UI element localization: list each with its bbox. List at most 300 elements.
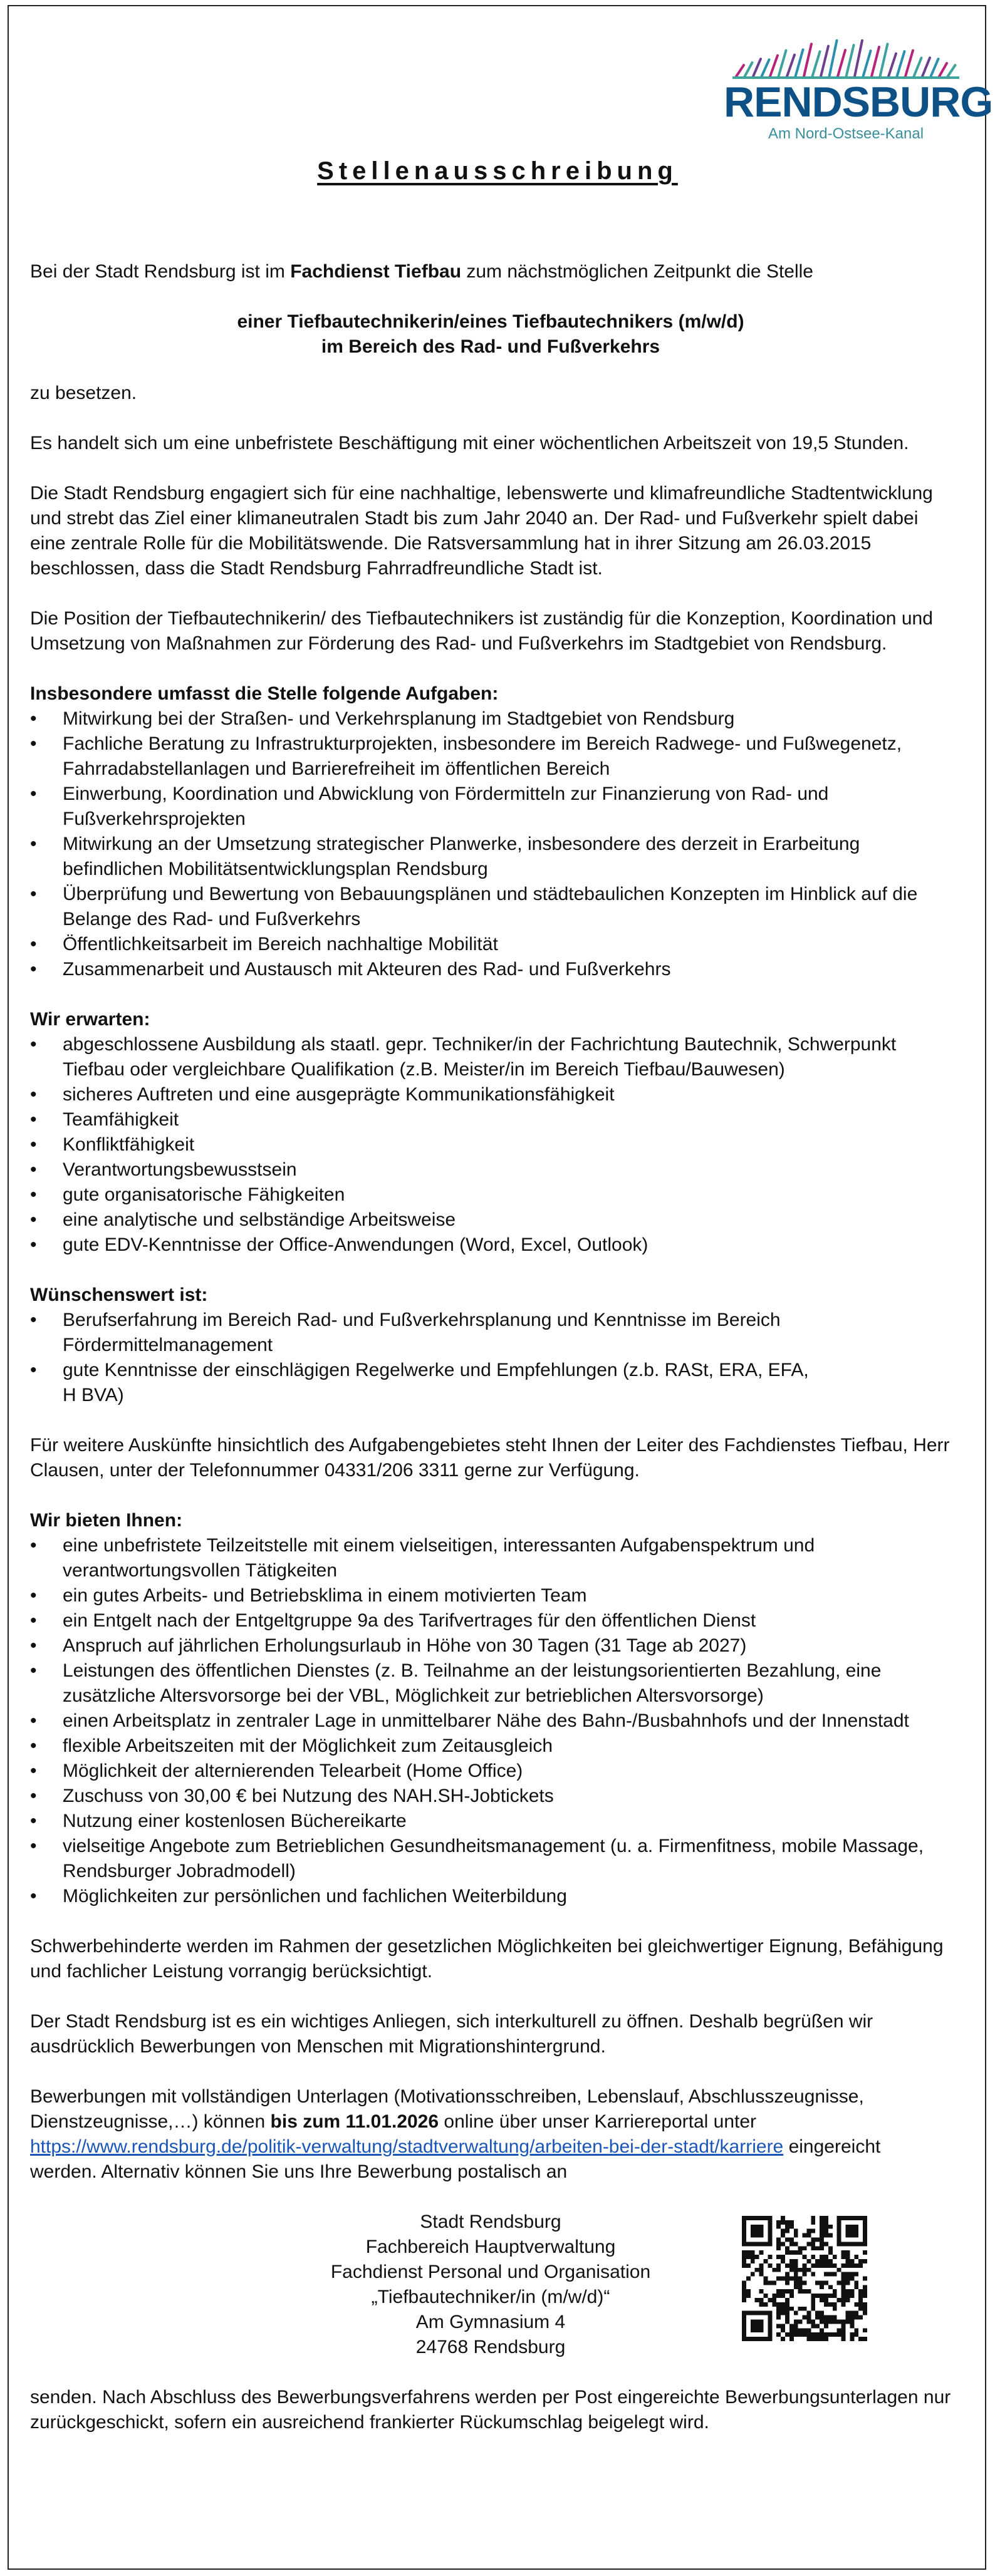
bridge-strut xyxy=(939,63,947,76)
qr-module xyxy=(846,2320,850,2324)
qr-module xyxy=(742,2233,746,2238)
qr-module xyxy=(789,2332,794,2337)
qr-module xyxy=(837,2332,841,2337)
qr-module xyxy=(798,2285,803,2289)
qr-module xyxy=(803,2289,807,2294)
bridge-strut xyxy=(872,47,879,76)
qr-module xyxy=(781,2259,785,2263)
qr-module xyxy=(846,2280,850,2285)
list-item: • gute organisatorische Fähigkeiten xyxy=(63,1182,951,1208)
qr-module xyxy=(746,2255,751,2259)
desired-item-line: H BVA) xyxy=(63,1385,124,1405)
qr-module xyxy=(863,2259,867,2263)
qr-module xyxy=(846,2277,850,2281)
qr-module xyxy=(785,2246,789,2250)
qr-module xyxy=(854,2315,858,2320)
address-line: „Tiefbautechniker/in (m/w/d)“ xyxy=(371,2287,610,2307)
qr-module xyxy=(815,2294,820,2298)
qr-module xyxy=(863,2277,867,2281)
qr-module xyxy=(768,2280,772,2285)
qr-module xyxy=(794,2332,798,2337)
qr-module xyxy=(820,2259,824,2263)
qr-module xyxy=(751,2324,755,2328)
bridge-strut xyxy=(863,51,871,76)
qr-module xyxy=(811,2337,815,2341)
qr-module xyxy=(846,2259,850,2263)
paragraph-employment: Es handelt sich um eine unbefristete Beschäftigung mit einer wöchentlichen Arbeitszeit von 19,5 Stunden. xyxy=(30,433,909,453)
qr-module xyxy=(854,2285,858,2289)
department-name: Fachdienst Tiefbau xyxy=(290,261,462,282)
qr-module xyxy=(789,2250,794,2255)
qr-module xyxy=(846,2272,850,2277)
qr-module xyxy=(785,2263,789,2268)
qr-module xyxy=(746,2250,751,2255)
qr-module xyxy=(846,2233,850,2238)
qr-module xyxy=(781,2216,785,2220)
deadline: bis zum 11.01.2026 xyxy=(270,2111,439,2132)
qr-module xyxy=(776,2246,781,2250)
qr-module xyxy=(751,2320,755,2324)
bridge-strut xyxy=(813,51,820,76)
qr-module xyxy=(854,2229,858,2233)
qr-module xyxy=(858,2289,863,2294)
qr-module xyxy=(759,2216,764,2220)
qr-module xyxy=(798,2277,803,2281)
qr-module xyxy=(768,2328,772,2332)
rendsburg-logo xyxy=(724,25,993,144)
qr-module xyxy=(850,2225,854,2229)
list-item: • Öffentlichkeitsarbeit im Bereich nachhaltige Mobilität xyxy=(63,932,951,957)
qr-module xyxy=(746,2289,751,2294)
qr-module xyxy=(746,2337,751,2341)
qr-module xyxy=(820,2263,824,2268)
qr-module xyxy=(828,2320,833,2324)
qr-module xyxy=(746,2311,751,2315)
list-item: • Zusammenarbeit und Austausch mit Akteuren des Rad- und Fußverkehrs xyxy=(63,957,951,982)
qr-module xyxy=(742,2289,746,2294)
qr-module xyxy=(854,2242,858,2246)
qr-module xyxy=(863,2289,867,2294)
qr-module xyxy=(858,2302,863,2307)
qr-module xyxy=(854,2272,858,2277)
qr-module xyxy=(846,2298,850,2302)
qr-module xyxy=(846,2311,850,2315)
qr-module xyxy=(841,2272,846,2277)
qr-module xyxy=(828,2250,833,2255)
qr-module xyxy=(742,2294,746,2298)
qr-module xyxy=(759,2225,764,2229)
qr-module xyxy=(746,2277,751,2281)
qr-module xyxy=(841,2298,846,2302)
qr-module xyxy=(751,2337,755,2341)
qr-module xyxy=(742,2220,746,2225)
qr-module xyxy=(781,2242,785,2246)
paragraph-info: Für weitere Auskünfte hinsichtlich des Aufgabengebietes steht Ihnen der Leiter des Fachdienstes Tiefbau, Herr Clausen, unter der Telefonnummer 04331/206 3311 gerne zur Verfügung. xyxy=(30,1435,950,1481)
bridge-strut xyxy=(880,44,888,76)
qr-module xyxy=(751,2328,755,2332)
qr-module xyxy=(824,2280,828,2285)
qr-module xyxy=(742,2216,746,2220)
qr-module xyxy=(820,2216,824,2220)
qr-module xyxy=(768,2263,772,2268)
qr-module xyxy=(846,2263,850,2268)
qr-module xyxy=(759,2324,764,2328)
qr-module xyxy=(768,2233,772,2238)
qr-module xyxy=(776,2220,781,2225)
qr-module xyxy=(820,2237,824,2242)
qr-module xyxy=(755,2242,759,2246)
qr-module xyxy=(846,2242,850,2246)
qr-module xyxy=(833,2263,837,2268)
qr-module xyxy=(828,2259,833,2263)
qr-module xyxy=(781,2307,785,2311)
qr-module xyxy=(798,2328,803,2332)
qr-module xyxy=(833,2272,837,2277)
qr-module xyxy=(768,2220,772,2225)
qr-module xyxy=(837,2320,841,2324)
qr-module xyxy=(789,2328,794,2332)
list-item: • eine analytische und selbständige Arbeitsweise xyxy=(63,1208,951,1233)
qr-module xyxy=(811,2307,815,2311)
qr-module xyxy=(858,2315,863,2320)
qr-module xyxy=(742,2320,746,2324)
tasks-list xyxy=(30,706,951,982)
qr-module xyxy=(742,2337,746,2341)
qr-module xyxy=(755,2337,759,2341)
qr-module xyxy=(798,2246,803,2250)
list-item: • Konfliktfähigkeit xyxy=(63,1132,951,1157)
qr-module xyxy=(759,2263,764,2268)
qr-module xyxy=(824,2255,828,2259)
offer-list xyxy=(30,1533,951,1909)
qr-module xyxy=(846,2255,850,2259)
qr-module xyxy=(806,2320,811,2324)
qr-module xyxy=(768,2242,772,2246)
qr-module xyxy=(811,2324,815,2328)
qr-module xyxy=(846,2216,850,2220)
list-item: • Leistungen des öffentlichen Dienstes (z. B. Teilnahme an der leistungsorientierten Bezahlung, eine zusätzliche Altersvorsorge bei der VBL, Möglichkeit zur betrieblichen Altersvorsorge) xyxy=(63,1658,951,1709)
list-item: • eine unbefristete Teilzeitstelle mit einem vielseitigen, interessanten Aufgabenspektrum und verantwortungsvollen Tätigkeiten xyxy=(63,1533,951,1583)
qr-module xyxy=(824,2324,828,2328)
apply-text: Bewerbungen mit vollständigen Unterlagen (Motivationsschreiben, Lebenslauf, Abschlusszeugnisse, Dienstzeugnisse,…) können xyxy=(30,2086,864,2132)
qr-module xyxy=(824,2216,828,2220)
intro-text: Bei der Stadt Rendsburg ist im xyxy=(30,261,291,282)
career-portal-link[interactable]: https://www.rendsburg.de/politik-verwaltung/stadtverwaltung/arbeiten-bei-der-stadt/karriere xyxy=(30,2136,784,2157)
qr-module xyxy=(803,2307,807,2311)
qr-module xyxy=(815,2280,820,2285)
bridge-strut xyxy=(838,50,845,76)
qr-module xyxy=(763,2311,768,2315)
qr-module xyxy=(854,2255,858,2259)
bridge-strut xyxy=(770,56,778,76)
qr-module xyxy=(755,2311,759,2315)
qr-module xyxy=(768,2320,772,2324)
qr-module xyxy=(751,2233,755,2238)
qr-module xyxy=(755,2328,759,2332)
qr-module xyxy=(850,2332,854,2337)
qr-module xyxy=(785,2307,789,2311)
qr-module xyxy=(863,2250,867,2255)
qr-module xyxy=(781,2277,785,2281)
qr-module xyxy=(811,2229,815,2233)
qr-module xyxy=(833,2315,837,2320)
qr-module xyxy=(863,2225,867,2229)
qr-module xyxy=(803,2332,807,2337)
qr-module xyxy=(820,2315,824,2320)
qr-module xyxy=(794,2285,798,2289)
qr-module xyxy=(841,2294,846,2298)
qr-module xyxy=(841,2302,846,2307)
qr-module xyxy=(863,2294,867,2298)
intro-besetzen: zu besetzen. xyxy=(30,383,137,403)
qr-module xyxy=(824,2315,828,2320)
qr-module xyxy=(772,2298,776,2302)
qr-module xyxy=(863,2233,867,2238)
qr-module xyxy=(837,2268,841,2272)
qr-module xyxy=(763,2280,768,2285)
qr-module xyxy=(768,2255,772,2259)
qr-module xyxy=(794,2250,798,2255)
bridge-strut xyxy=(779,50,786,76)
qr-module xyxy=(781,2233,785,2238)
qr-module xyxy=(742,2285,746,2289)
qr-module xyxy=(806,2289,811,2294)
bridge-strut xyxy=(736,65,744,76)
qr-module xyxy=(772,2294,776,2298)
qr-module xyxy=(824,2337,828,2341)
qr-module xyxy=(742,2229,746,2233)
qr-module xyxy=(841,2285,846,2289)
qr-module xyxy=(763,2259,768,2263)
qr-module xyxy=(785,2225,789,2229)
qr-module xyxy=(759,2298,764,2302)
qr-module xyxy=(820,2255,824,2259)
qr-module xyxy=(763,2216,768,2220)
qr-module xyxy=(828,2263,833,2268)
bridge-strut xyxy=(821,46,828,76)
qr-module xyxy=(824,2242,828,2246)
qr-module xyxy=(759,2268,764,2272)
qr-module xyxy=(772,2302,776,2307)
qr-module xyxy=(759,2289,764,2294)
qr-module xyxy=(815,2332,820,2337)
qr-module xyxy=(824,2302,828,2307)
apply-text-end: eingereicht werden. Alternativ können Sie uns Ihre Bewerbung postalisch an xyxy=(30,2136,881,2182)
paragraph-disabled: Schwerbehinderte werden im Rahmen der gesetzlichen Möglichkeiten bei gleichwertiger Eignung, Befähigung und fachlicher Leistung vorrangig berücksichtigt. xyxy=(30,1936,944,1982)
qr-module xyxy=(781,2255,785,2259)
qr-module xyxy=(776,2255,781,2259)
expect-list xyxy=(30,1032,951,1258)
logo-wordmark: RENDSBURG xyxy=(724,78,993,126)
apply-text-mid: online über unser Karriereportal unter xyxy=(439,2111,757,2132)
qr-module xyxy=(781,2328,785,2332)
qr-module xyxy=(815,2237,820,2242)
qr-module xyxy=(768,2324,772,2328)
qr-module xyxy=(755,2255,759,2259)
qr-module xyxy=(841,2280,846,2285)
qr-module xyxy=(824,2272,828,2277)
qr-module xyxy=(768,2229,772,2233)
page-title: Stellenausschreibung xyxy=(317,157,678,185)
qr-module xyxy=(863,2328,867,2332)
qr-module xyxy=(820,2311,824,2315)
qr-module xyxy=(811,2237,815,2242)
qr-module xyxy=(858,2259,863,2263)
bridge-strut xyxy=(922,58,930,76)
qr-module xyxy=(789,2289,794,2294)
list-item: • Möglichkeit der alternierenden Telearbeit (Home Office) xyxy=(63,1759,951,1784)
qr-module xyxy=(803,2268,807,2272)
logo-subtitle: Am Nord-Ostsee-Kanal xyxy=(768,125,924,142)
bridge-logo-icon xyxy=(724,25,968,81)
qr-module xyxy=(828,2225,833,2229)
qr-module xyxy=(751,2216,755,2220)
qr-module xyxy=(759,2320,764,2324)
qr-module xyxy=(789,2268,794,2272)
qr-module xyxy=(824,2225,828,2229)
qr-module xyxy=(759,2233,764,2238)
qr-module xyxy=(846,2294,850,2298)
qr-module xyxy=(776,2225,781,2229)
qr-module xyxy=(759,2242,764,2246)
qr-module xyxy=(850,2216,854,2220)
qr-module xyxy=(746,2242,751,2246)
address-block xyxy=(30,2210,951,2372)
qr-module xyxy=(841,2289,846,2294)
qr-module xyxy=(820,2225,824,2229)
qr-module xyxy=(828,2315,833,2320)
qr-module xyxy=(776,2242,781,2246)
qr-module xyxy=(755,2324,759,2328)
qr-module xyxy=(806,2311,811,2315)
qr-module xyxy=(841,2255,846,2259)
qr-module xyxy=(837,2298,841,2302)
qr-module xyxy=(768,2311,772,2315)
qr-module xyxy=(751,2250,755,2255)
bridge-strut xyxy=(888,54,896,76)
position-title-1: einer Tiefbautechnikerin/eines Tiefbautechnikers (m/w/d) xyxy=(237,311,744,332)
list-item: • Mitwirkung bei der Straßen- und Verkehrsplanung im Stadtgebiet von Rendsburg xyxy=(63,706,951,732)
qr-module xyxy=(763,2302,768,2307)
qr-module xyxy=(751,2242,755,2246)
qr-module xyxy=(776,2311,781,2315)
qr-module xyxy=(828,2332,833,2337)
qr-module xyxy=(837,2229,841,2233)
bridge-strut xyxy=(796,49,803,76)
qr-module xyxy=(776,2277,781,2281)
list-item: • Mitwirkung an der Umsetzung strategischer Planwerke, insbesondere des derzeit in Erarbeitung befindlichen Mobilitätsentwicklungsplan Rendsburg xyxy=(63,832,951,882)
qr-module xyxy=(820,2337,824,2341)
qr-module xyxy=(850,2311,854,2315)
bridge-strut xyxy=(931,59,939,76)
qr-module xyxy=(785,2302,789,2307)
desired-list xyxy=(30,1308,951,1408)
qr-module xyxy=(846,2225,850,2229)
qr-module xyxy=(824,2229,828,2233)
list-item: • Möglichkeiten zur persönlichen und fachlichen Weiterbildung xyxy=(63,1884,951,1909)
qr-module xyxy=(785,2220,789,2225)
qr-module xyxy=(806,2315,811,2320)
desired-heading: Wünschenswert ist: xyxy=(30,1285,208,1305)
qr-module xyxy=(815,2259,820,2263)
qr-module xyxy=(789,2259,794,2263)
qr-module xyxy=(759,2311,764,2315)
qr-module xyxy=(768,2337,772,2341)
address-line: Am Gymnasium 4 xyxy=(415,2312,566,2332)
qr-module xyxy=(768,2315,772,2320)
qr-module xyxy=(833,2302,837,2307)
qr-module xyxy=(768,2225,772,2229)
qr-module xyxy=(803,2246,807,2250)
qr-module xyxy=(837,2242,841,2246)
qr-module xyxy=(854,2233,858,2238)
qr-module xyxy=(768,2216,772,2220)
qr-module xyxy=(850,2324,854,2328)
qr-module xyxy=(789,2242,794,2246)
bridge-strut xyxy=(830,41,837,76)
qr-code-icon[interactable] xyxy=(742,2216,867,2341)
qr-module xyxy=(811,2263,815,2268)
qr-module xyxy=(858,2242,863,2246)
list-item: • Überprüfung und Bewertung von Bebauungsplänen und städtebaulichen Konzepten im Hinblick auf die Belange des Rad- und Fußverkehrs xyxy=(63,882,951,932)
qr-module xyxy=(850,2294,854,2298)
list-item: • ein gutes Arbeits- und Betriebsklima in einem motivierten Team xyxy=(63,1583,951,1608)
list-item: • flexible Arbeitszeiten mit der Möglichkeit zum Zeitausgleich xyxy=(63,1734,951,1759)
qr-module xyxy=(846,2229,850,2233)
intro-line xyxy=(30,259,951,284)
qr-module xyxy=(854,2216,858,2220)
qr-module xyxy=(785,2277,789,2281)
qr-module xyxy=(742,2263,746,2268)
qr-module xyxy=(820,2220,824,2225)
qr-module xyxy=(759,2337,764,2341)
qr-module xyxy=(837,2280,841,2285)
qr-module xyxy=(742,2237,746,2242)
qr-module xyxy=(798,2307,803,2311)
qr-module xyxy=(755,2268,759,2272)
qr-module xyxy=(755,2233,759,2238)
qr-module xyxy=(850,2233,854,2238)
qr-module xyxy=(763,2242,768,2246)
qr-module xyxy=(837,2237,841,2242)
list-item: • Teamfähigkeit xyxy=(63,1107,951,1132)
qr-module xyxy=(794,2242,798,2246)
qr-module xyxy=(837,2220,841,2225)
qr-module xyxy=(794,2272,798,2277)
qr-module xyxy=(854,2332,858,2337)
qr-module xyxy=(828,2285,833,2289)
list-item: • gute EDV-Kenntnisse der Office-Anwendungen (Word, Excel, Outlook) xyxy=(63,1233,951,1258)
qr-module xyxy=(763,2337,768,2341)
qr-module xyxy=(781,2337,785,2341)
qr-module xyxy=(837,2328,841,2332)
qr-module xyxy=(841,2263,846,2268)
position-title-2: im Bereich des Rad- und Fußverkehrs xyxy=(321,336,660,357)
qr-module xyxy=(785,2229,789,2233)
qr-module xyxy=(854,2311,858,2315)
qr-module xyxy=(863,2242,867,2246)
qr-module xyxy=(815,2315,820,2320)
qr-module xyxy=(742,2324,746,2328)
qr-module xyxy=(781,2294,785,2298)
paragraph-migration: Der Stadt Rendsburg ist es ein wichtiges Anliegen, sich interkulturell zu öffnen. Deshalb begrüßen wir ausdrücklich Bewerbungen von Menschen mit Migrationshintergrund. xyxy=(30,2011,873,2057)
qr-module xyxy=(803,2280,807,2285)
qr-module xyxy=(789,2263,794,2268)
qr-module xyxy=(803,2255,807,2259)
qr-module xyxy=(850,2289,854,2294)
qr-module xyxy=(828,2272,833,2277)
qr-module xyxy=(776,2324,781,2328)
